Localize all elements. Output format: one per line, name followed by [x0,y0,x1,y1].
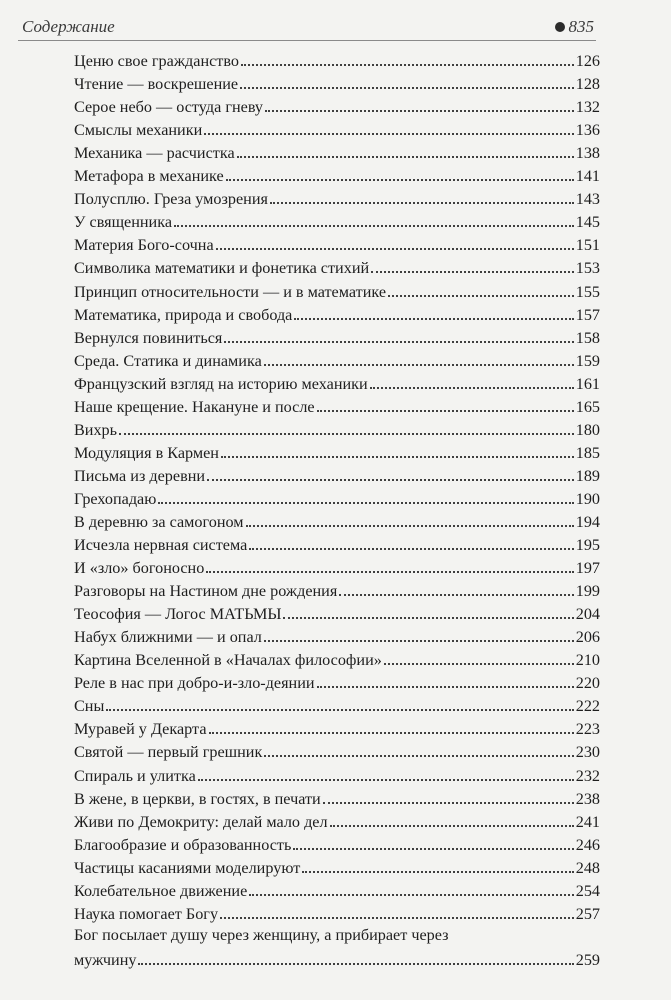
running-header-title: Содержание [22,17,115,36]
toc-entry [74,94,600,117]
toc-entry [74,232,600,255]
toc-entry-page: 222 [575,697,600,716]
toc-entry [74,278,600,301]
toc-entry-title: Колебательное движение [74,881,248,900]
toc-entry [74,71,600,94]
toc-entry [74,786,600,809]
toc-entry-title: У священника [74,213,173,232]
dot-leader [119,433,574,435]
toc-entry-title: Математика, природа и свобода [74,305,293,324]
toc-entry-title: Теософия — Логос МАТЬМЫ [74,605,282,624]
toc-entry-title: Картина Вселенной в «Началах философии» [74,651,382,670]
toc-entry [74,624,600,647]
toc-entry-page: 126 [575,52,600,71]
toc-entry-title-line1: Бог посылает душу через женщину, а прибирает через [74,925,449,944]
dot-leader [216,248,574,250]
table-of-contents [74,48,600,970]
toc-entry [74,693,600,716]
toc-entry [74,647,600,670]
toc-entry [74,532,600,555]
toc-entry-page: 232 [575,766,600,785]
toc-entry-title: Метафора в механике [74,167,224,186]
dot-leader [270,202,574,204]
toc-entry [74,762,600,785]
dot-leader [384,663,574,665]
toc-entry-title: Письма из деревни [74,466,206,485]
dot-leader [264,640,574,642]
toc-entry-title: Реле в нас при добро-и-зло-деянии [74,674,315,693]
toc-entry-title: Сны [74,697,105,716]
toc-entry-title: Чтение — воскрешение [74,75,239,94]
dot-leader [388,295,574,297]
toc-entry-page: 143 [575,190,600,209]
toc-entry [74,48,600,71]
dot-leader [371,271,574,273]
toc-entry-page: 159 [575,351,600,370]
toc-entry-page: 158 [575,328,600,347]
dot-leader [264,755,573,757]
toc-entry-page: 145 [575,213,600,232]
toc-entry-page: 132 [575,98,600,117]
dot-leader [209,732,574,734]
toc-entry-title: Живи по Демокриту: делай мало дел [74,812,328,831]
toc-entry-page: 141 [575,167,600,186]
toc-entry-title: Спираль и улитка [74,766,196,785]
toc-entry-page: 254 [575,881,600,900]
toc-entry-page: 151 [575,236,600,255]
toc-entry-title: Святой — первый грешник [74,743,263,762]
dot-leader [330,825,574,827]
toc-entry-page: 204 [575,605,600,624]
toc-entry-title: Вернулся повиниться [74,328,223,347]
dot-leader [265,110,574,112]
toc-entry [74,855,600,878]
dot-leader [237,156,574,158]
dot-leader [204,133,573,135]
dot-leader [224,341,573,343]
toc-entry-page: 138 [575,144,600,163]
dot-leader [206,571,573,573]
toc-entry [74,901,600,924]
toc-entry [74,440,600,463]
toc-entry-title: В жене, в церкви, в гостях, в печати [74,789,321,808]
toc-entry-title-line2-row [74,947,600,970]
toc-entry [74,209,600,232]
toc-entry-page: 259 [575,950,600,969]
toc-entry [74,578,600,601]
dot-leader [174,225,574,227]
toc-entry [74,739,600,762]
dot-leader [283,617,573,619]
toc-entry [74,371,600,394]
dot-leader [240,87,574,89]
dot-leader [323,802,574,804]
toc-entry-page: 230 [575,743,600,762]
toc-entry-title: Механика — расчистка [74,144,235,163]
dot-leader [370,387,574,389]
toc-entry [74,117,600,140]
toc-entry-title: Муравей у Декарта [74,720,207,739]
bullet-icon [555,22,565,32]
dot-leader [138,963,573,965]
dot-leader [339,594,573,596]
toc-entry [74,670,600,693]
toc-entry-page: 248 [575,858,600,877]
dot-leader [317,686,574,688]
dot-leader [241,64,574,66]
toc-entry-page: 155 [575,282,600,301]
toc-entry [74,394,600,417]
dot-leader [249,894,573,896]
toc-entry-title-line2: мужчину [74,950,137,969]
toc-entry [74,601,600,624]
toc-entry-title: Ценю свое гражданство [74,52,239,71]
toc-entry-title: Французский взгляд на историю механики [74,374,368,393]
toc-entry-page: 189 [575,466,600,485]
toc-entry-page: 153 [575,259,600,278]
toc-entry-page: 185 [575,443,600,462]
toc-entry [74,302,600,325]
toc-entry-page: 197 [575,559,600,578]
toc-entry [74,924,600,970]
toc-entry-title: Разговоры на Настином дне рождения [74,582,338,601]
dot-leader [249,548,573,550]
toc-entry-title: Принцип относительности — и в математике [74,282,387,301]
toc-entry-page: 238 [575,789,600,808]
toc-entry [74,878,600,901]
toc-entry-title: Исчезла нервная система [74,536,248,555]
toc-entry [74,325,600,348]
toc-entry [74,832,600,855]
dot-leader [207,479,574,481]
header-page-number: 835 [568,17,594,36]
toc-entry-page: 199 [575,582,600,601]
toc-entry-page: 161 [575,374,600,393]
toc-entry-page: 157 [575,305,600,324]
dot-leader [106,709,573,711]
toc-entry-page: 241 [575,812,600,831]
dot-leader [158,502,573,504]
toc-entry-page: 206 [575,628,600,647]
dot-leader [226,179,574,181]
toc-entry-title: Вихрь [74,420,118,439]
toc-entry-multiline [74,924,600,970]
toc-entry-page: 128 [575,75,600,94]
toc-entry-title: Символика математики и фонетика стихий [74,259,370,278]
toc-entry-title: Частицы касаниями моделируют [74,858,301,877]
toc-entry-page: 165 [575,397,600,416]
dot-leader [246,525,574,527]
toc-entry-title: Модуляция в Кармен [74,443,219,462]
dot-leader [294,318,573,320]
toc-entry-title: Смыслы механики [74,121,203,140]
dot-leader [220,917,574,919]
toc-entry-page: 223 [575,720,600,739]
toc-entry-page: 195 [575,536,600,555]
toc-entry-title: Грехопадаю [74,489,157,508]
toc-entry-title: Наше крещение. Накануне и после [74,397,315,416]
toc-entry-title: Серое небо — остуда гневу [74,98,264,117]
dot-leader [221,456,574,458]
toc-entry [74,186,600,209]
toc-entry-page: 136 [575,121,600,140]
toc-entry [74,463,600,486]
dot-leader [317,410,574,412]
toc-entry [74,716,600,739]
toc-entry [74,486,600,509]
toc-entry-title: Полусплю. Греза умозрения [74,190,268,209]
dot-leader [302,871,573,873]
toc-entry [74,555,600,578]
toc-entry-title: Наука помогает Богу [74,904,219,923]
toc-entry [74,509,600,532]
toc-entry-page: 246 [575,835,600,854]
toc-entry-title: И «зло» богоносно [74,559,205,578]
dot-leader [264,364,574,366]
running-header [18,12,596,41]
dot-leader [198,779,574,781]
toc-entry [74,348,600,371]
toc-entry-title: Набух ближними — и опал [74,628,262,647]
dot-leader [293,848,573,850]
toc-entry-page: 180 [575,420,600,439]
toc-entry [74,255,600,278]
toc-entry [74,163,600,186]
toc-entry-title: Среда. Статика и динамика [74,351,262,370]
header-page-group [555,17,595,37]
toc-entry [74,417,600,440]
toc-entry-page: 194 [575,512,600,531]
toc-entry-title: Благообразие и образованность [74,835,292,854]
toc-entry-page: 257 [575,904,600,923]
toc-entry-page: 210 [575,651,600,670]
toc-entry-title: В деревню за самогоном [74,512,244,531]
toc-entry-page: 220 [575,674,600,693]
toc-entry [74,140,600,163]
toc-entry [74,809,600,832]
toc-entry-title: Материя Бого-сочна [74,236,214,255]
toc-entry-page: 190 [575,489,600,508]
